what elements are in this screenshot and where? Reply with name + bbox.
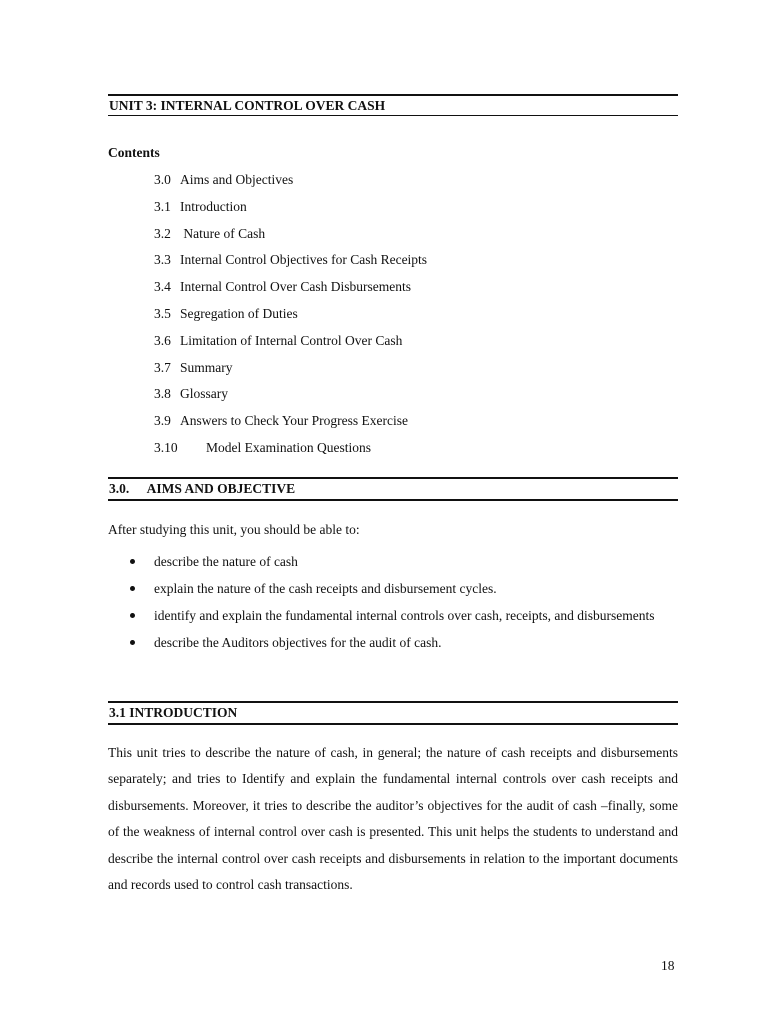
toc-item <box>154 331 427 358</box>
objective-item: explain the nature of the cash receipts and disbursement cycles. <box>130 575 678 602</box>
section-number: 3.0. <box>109 481 130 496</box>
toc-item <box>154 438 427 465</box>
toc-item-label: Introduction <box>180 198 247 214</box>
contents-title: Contents <box>108 145 160 160</box>
toc-item <box>154 224 427 251</box>
toc-item <box>154 197 427 224</box>
unit-heading: UNIT 3: INTERNAL CONTROL OVER CASH <box>108 94 678 116</box>
toc-item-number: 3.9 <box>154 413 171 429</box>
aims-intro-text: After studying this unit, you should be able to: <box>108 522 360 537</box>
objective-item: describe the Auditors objectives for the audit of cash. <box>130 629 678 656</box>
toc-item <box>154 384 427 411</box>
objective-item: identify and explain the fundamental internal controls over cash, receipts, and disbursements <box>130 602 678 629</box>
toc-item-label: Model Examination Questions <box>206 439 371 455</box>
toc-item-label: Nature of Cash <box>180 225 266 241</box>
toc-item-number: 3.4 <box>154 279 171 295</box>
section-title: AIMS AND OBJECTIVE <box>146 481 296 496</box>
toc-item <box>154 304 427 331</box>
toc-item-label: Aims and Objectives <box>180 172 294 187</box>
toc-item-number: 3.6 <box>154 332 171 348</box>
introduction-paragraph: This unit tries to describe the nature of cash, in general; the nature of cash receipts and disbursements separately; and tries to Identify and explain the fundamental internal controls over cash receipts and disbursements. Moreover, it tries to describe the auditor’s objectives for the audit of cash –finally, some of the weakness of internal control over cash is presented. This unit helps the students to understand and describe the internal control over cash receipts and disbursements in relation to the important documents and records used to control cash transactions. <box>108 745 678 893</box>
toc-item-number: 3.0 <box>154 172 171 187</box>
objective-item: describe the nature of cash <box>130 548 678 575</box>
toc-item <box>154 277 427 304</box>
toc-item-number: 3.8 <box>154 386 171 402</box>
toc-item <box>154 411 427 438</box>
toc-item-number: 3.7 <box>154 359 171 375</box>
toc-item-label: Summary <box>180 359 233 375</box>
toc-item-label: Answers to Check Your Progress Exercise <box>180 413 408 429</box>
toc-item <box>154 170 427 197</box>
toc-item-label: Glossary <box>180 386 228 402</box>
page-number: 18 <box>661 958 675 973</box>
toc-item <box>154 358 427 385</box>
toc-item-label: Internal Control Objectives for Cash Receipts <box>180 252 428 268</box>
toc-item-number: 3.1 <box>154 198 171 214</box>
toc-item-number: 3.5 <box>154 305 171 321</box>
toc-item-number: 3.2 <box>154 225 171 241</box>
toc-item-label: Segregation of Duties <box>180 305 298 321</box>
toc-item-label: Internal Control Over Cash Disbursements <box>180 279 411 295</box>
objectives-list <box>130 548 678 656</box>
toc-item-number: 3.3 <box>154 252 171 268</box>
section-heading-aims <box>108 477 678 501</box>
toc-item-label: Limitation of Internal Control Over Cash <box>180 332 403 348</box>
toc-item-number: 3.10 <box>154 439 178 455</box>
section-heading-introduction: 3.1 INTRODUCTION <box>108 701 678 725</box>
toc-item <box>154 250 427 277</box>
table-of-contents <box>154 170 427 465</box>
